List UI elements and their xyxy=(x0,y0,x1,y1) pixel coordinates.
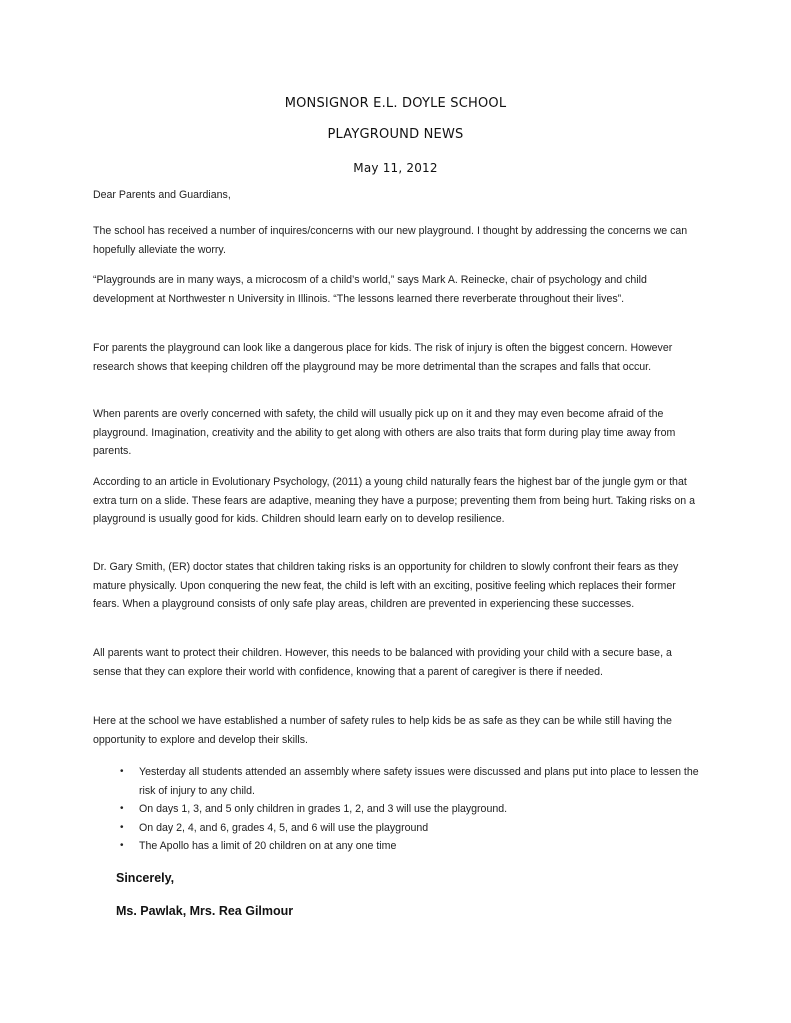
list-item-text: The Apollo has a limit of 20 children on at any one time xyxy=(139,840,397,852)
paragraph-protect: All parents want to protect their children. However, this needs to be balanced with providing your child with a secure base, a sense that they can explore their world with confidence, knowing that a parent of caregiver is there if needed. xyxy=(93,647,672,678)
list-item xyxy=(93,837,713,856)
closing: Sincerely, xyxy=(116,871,175,885)
bullet-icon: • xyxy=(120,821,124,833)
salutation: Dear Parents and Guardians, xyxy=(93,189,231,201)
newsletter-title: PLAYGROUND NEWS xyxy=(327,127,464,142)
list-item xyxy=(93,800,713,819)
list-item xyxy=(93,763,713,800)
bullet-icon: • xyxy=(120,803,124,814)
paragraph-doctor: Dr. Gary Smith, (ER) doctor states that children taking risks is an opportunity for children to slowly confront their fears as they mature physically. Upon conquering the new feat, the child is left with an exciting, positive feeling which replaces their former fears. When a playground consists of only safe play areas, children are prevented in experiencing these successes. xyxy=(93,561,679,610)
bullet-icon: • xyxy=(120,840,124,851)
paragraph-risk: For parents the playground can look like a dangerous place for kids. The risk of injury is often the biggest concern. However research shows that keeping children off the playground may be more detrimental than the scrapes and falls that occur. xyxy=(93,342,673,373)
list-item-text: On days 1, 3, and 5 only children in grades 1, 2, and 3 will use the playground. xyxy=(139,803,508,815)
paragraph-safety-rules: Here at the school we have established a number of safety rules to help kids be as safe as they can be while still having the opportunity to explore and develop their skills. xyxy=(93,715,672,746)
bullet-icon: • xyxy=(120,766,124,777)
list-item-text: Yesterday all students attended an assembly where safety issues were discussed and plans put into place to lessen the risk of injury to any child. xyxy=(139,766,699,797)
paragraph-research: According to an article in Evolutionary Psychology, (2011) a young child naturally fears the highest bar of the jungle gym or that extra turn on a slide. These fears are adaptive, meaning they have a purpose; preventing them from being hurt. Taking risks on a playground is usually good for kids. Children should learn early on to develop resilience. xyxy=(93,476,696,525)
list-item-text: On day 2, 4, and 6, grades 4, 5, and 6 will use the playground xyxy=(139,821,429,834)
paragraph-intro: The school has received a number of inquires/concerns with our new playground. I thought by addressing the concerns we can hopefully alleviate the worry. xyxy=(93,225,688,256)
list-item xyxy=(93,819,713,838)
paragraph-quote: “Playgrounds are in many ways, a microcosm of a child’s world,” says Mark A. Reinecke, chair of psychology and child development at Northwester n University in Illinois. “The lessons learned there reverberate throughout their lives”. xyxy=(93,274,647,305)
signature: Ms. Pawlak, Mrs. Rea Gilmour xyxy=(116,904,294,918)
paragraph-overconcern: When parents are overly concerned with safety, the child will usually pick up on it and they may even become afraid of the playground. Imagination, creativity and the ability to get along with others are also traits that form during play time away from parents. xyxy=(93,408,676,457)
safety-rules-list xyxy=(93,763,713,856)
newsletter-date: May 11, 2012 xyxy=(353,161,438,175)
school-name: MONSIGNOR E.L. DOYLE SCHOOL xyxy=(284,96,507,111)
